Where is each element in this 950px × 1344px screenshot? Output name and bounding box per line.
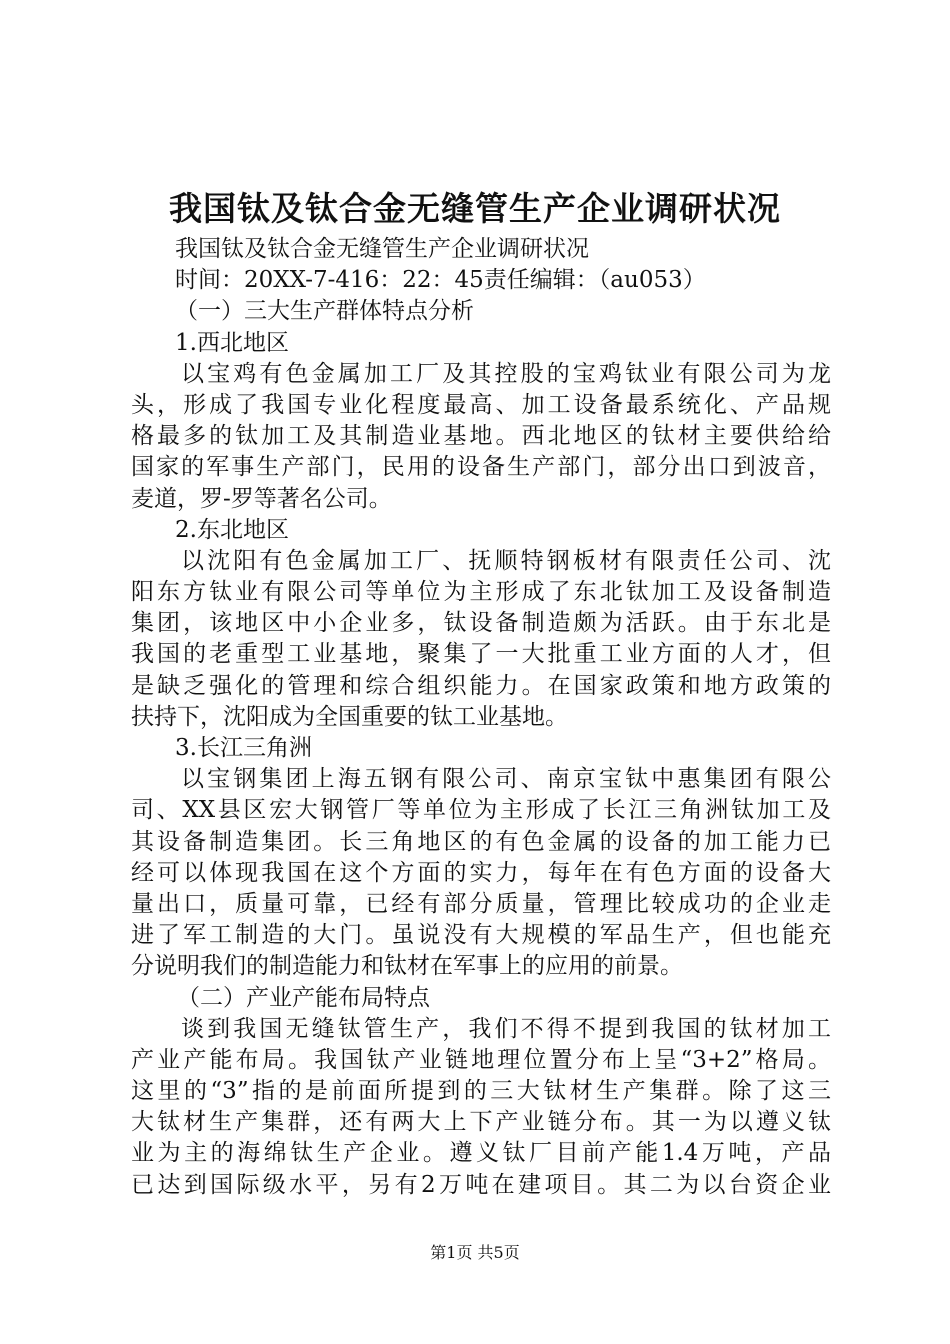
paragraph-line: 以宝鸡有色金属加工厂及其控股的宝鸡钛业有限公司为龙 [181,360,831,387]
region-heading-northeast: 2.东北地区 [175,516,289,543]
page-footer: 第1页 共5页 [430,1243,520,1262]
paragraph-line: 量出口，质量可靠，已经有部分质量，管理比较成功的企业走 [131,890,831,917]
paragraph-line: 经可以体现我国在这个方面的实力，每年在有色方面的设备大 [131,859,831,886]
paragraph-line: 阳东方钛业有限公司等单位为主形成了东北钛加工及设备制造 [131,579,831,606]
paragraph-line: 国家的军事生产部门，民用的设备生产部门，部分出口到波音， [131,454,831,481]
paragraph-line: 集团，该地区中小企业多，钛设备制造颇为活跃。由于东北是 [131,610,831,637]
paragraph-line: 这里的“3”指的是前面所提到的三大钛材生产集群。除了这三 [131,1078,831,1105]
paragraph-line: 司、XX县区宏大钢管厂等单位为主形成了长江三角洲钛加工及 [131,797,831,824]
region-heading-yangtze-delta: 3.长江三角洲 [175,735,312,761]
paragraph-line: 进了军工制造的大门。虽说没有大规模的军品生产，但也能充 [131,922,831,949]
section-heading-2: （二）产业产能布局特点 [177,984,430,1011]
paragraph-line: 我国的老重型工业基地，聚集了一大批重工业方面的人才，但 [131,641,831,668]
paragraph-line: 是缺乏强化的管理和综合组织能力。在国家政策和地方政策的 [131,672,831,699]
paragraph-line: 大钛材生产集群，还有两大上下产业链分布。其一为以遵义钛 [131,1109,831,1136]
document-body [131,234,831,1201]
paragraph-line: 其设备制造集团。长三角地区的有色金属的设备的加工能力已 [131,828,831,855]
section-heading-1: （一）三大生产群体特点分析 [175,298,474,325]
paragraph-line: 已达到国际级水平，另有2万吨在建项目。其二为以台资企业 [131,1171,831,1198]
paragraph-line: 头，形成了我国专业化程度最高、加工设备最系统化、产品规 [131,391,831,418]
paragraph-line: 扶持下，沈阳成为全国重要的钛工业基地。 [131,703,568,730]
paragraph-line: 麦道，罗-罗等著名公司。 [131,485,392,512]
paragraph-line: 以宝钢集团上海五钢有限公司、南京宝钛中惠集团有限公 [181,766,831,793]
paragraph-line: 业为主的海绵钛生产企业。遵义钛厂目前产能1.4万吨，产品 [131,1140,831,1167]
paragraph-line: 产业产能布局。我国钛产业链地理位置分布上呈“3+2”格局。 [131,1046,831,1073]
document-meta: 时间：20XX-7-416：22：45责任编辑：（au053） [175,267,706,294]
paragraph-line: 以沈阳有色金属加工厂、抚顺特钢板材有限责任公司、沈 [181,547,831,574]
region-heading-northwest: 1.西北地区 [175,329,289,356]
paragraph-line: 分说明我们的制造能力和钛材在军事上的应用的前景。 [131,953,683,980]
paragraph-line: 谈到我国无缝钛管生产，我们不得不提到我国的钛材加工 [181,1015,831,1042]
document-title: 我国钛及钛合金无缝管生产企业调研状况 [169,189,781,228]
document-subtitle: 我国钛及钛合金无缝管生产企业调研状况 [175,236,589,262]
paragraph-line: 格最多的钛加工及其制造业基地。西北地区的钛材主要供给给 [131,423,831,450]
